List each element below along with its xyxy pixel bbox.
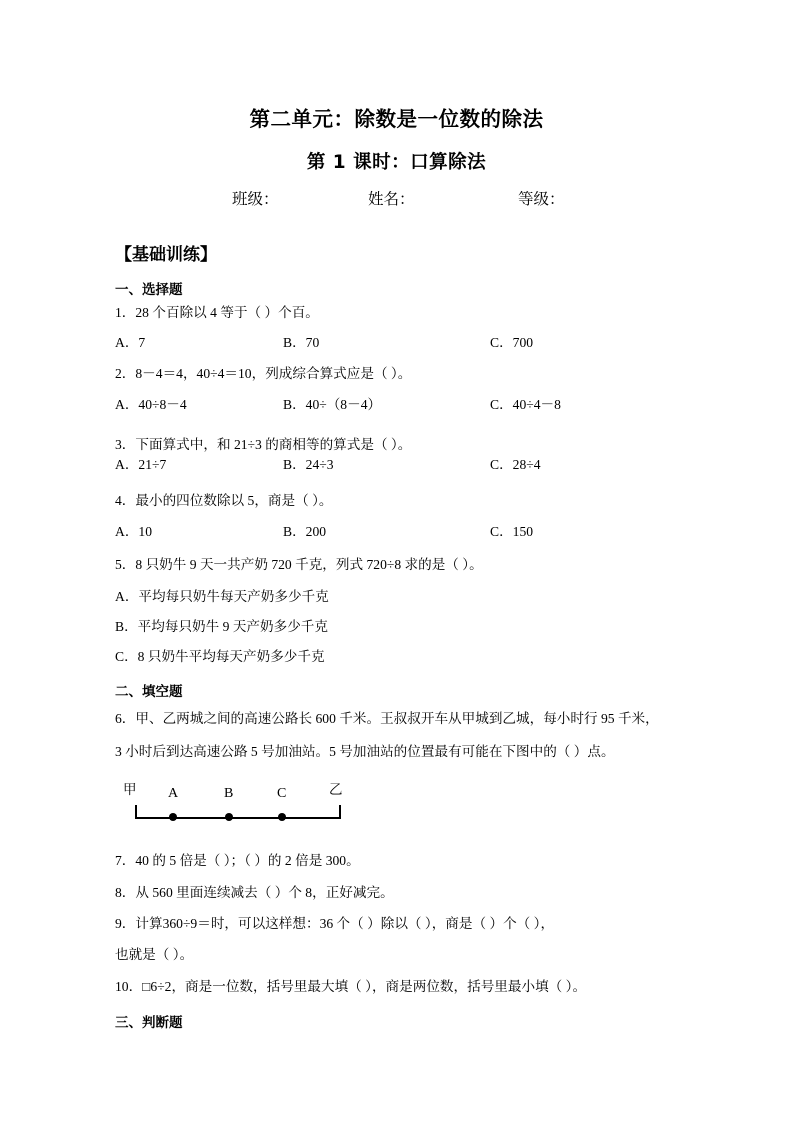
- question-10: 10．□6÷2，商是一位数，括号里最大填（ ），商是两位数，括号里最小填（ ）。: [115, 979, 587, 994]
- question-5-option-a[interactable]: A．平均每只奶牛每天产奶多少千克: [115, 589, 329, 604]
- question-1-option-a[interactable]: A．7: [115, 335, 146, 350]
- question-2-option-a[interactable]: A．40÷8－4: [115, 397, 187, 412]
- question-3-option-c[interactable]: C．28÷4: [490, 457, 541, 472]
- diagram-right-end-label: 乙: [329, 782, 343, 797]
- question-4-option-a[interactable]: A．10: [115, 524, 153, 539]
- question-5-option-c[interactable]: C．8 只奶牛平均每天产奶多少千克: [115, 649, 325, 664]
- question-4-option-c[interactable]: C．150: [490, 524, 534, 539]
- question-2-option-b[interactable]: B．40÷（8－4）: [283, 397, 382, 412]
- question-4-stem: 4．最小的四位数除以 5，商是（ ）。: [115, 493, 333, 508]
- section-heading-judge: 三、判断题: [115, 1015, 183, 1031]
- diagram-left-end-label: 甲: [123, 782, 137, 797]
- number-line-diagram: [115, 783, 385, 828]
- question-1-option-c[interactable]: C．700: [490, 335, 534, 350]
- question-5-stem: 5．8 只奶牛 9 天一共产奶 720 千克，列式 720÷8 求的是（ ）。: [115, 557, 483, 572]
- question-2-stem: 2．8－4＝4，40÷4＝10，列成综合算式应是（ ）。: [115, 366, 412, 381]
- question-9-line-2: 也就是（ ）。: [115, 947, 194, 962]
- diagram-point-dot-a: [169, 813, 177, 821]
- class-label: 班级：: [232, 191, 279, 208]
- section-heading-fill: 二、填空题: [115, 684, 183, 700]
- question-5-option-b[interactable]: B．平均每只奶牛 9 天产奶多少千克: [115, 619, 328, 634]
- question-8: 8．从 560 里面连续减去（ ）个 8，正好减完。: [115, 885, 394, 900]
- name-label: 姓名：: [368, 191, 415, 208]
- student-info-row: [0, 187, 793, 209]
- diagram-point-dot-b: [225, 813, 233, 821]
- question-1-option-b[interactable]: B．70: [283, 335, 320, 350]
- question-3-stem: 3．下面算式中，和 21÷3 的商相等的算式是（ ）。: [115, 437, 412, 452]
- diagram-point-dot-c: [278, 813, 286, 821]
- page-title: 第二单元：除数是一位数的除法: [249, 107, 544, 131]
- basic-training-heading: 【基础训练】: [115, 245, 217, 265]
- question-6-line-1: 6．甲、乙两城之间的高速公路长 600 千米。王叔叔开车从甲城到乙城，每小时行 95 千米，: [115, 711, 659, 726]
- question-7: 7．40 的 5 倍是（ ）；（ ）的 2 倍是 300。: [115, 853, 360, 868]
- diagram-point-label-b: B: [224, 786, 234, 801]
- question-1-stem: 1．28 个百除以 4 等于（ ）个百。: [115, 305, 319, 320]
- question-3-option-a[interactable]: A．21÷7: [115, 457, 167, 472]
- section-heading-choice: 一、选择题: [115, 282, 183, 298]
- question-4-option-b[interactable]: B．200: [283, 524, 327, 539]
- diagram-point-label-c: C: [277, 786, 287, 801]
- question-2-option-c[interactable]: C．40÷4－8: [490, 397, 561, 412]
- question-9-line-1: 9．计算360÷9＝时，可以这样想：36 个（ ）除以（ ），商是（ ）个（ ），: [115, 916, 555, 931]
- diagram-point-label-a: A: [168, 786, 179, 801]
- page-subtitle: 第 1 课时：口算除法: [306, 152, 487, 173]
- grade-label: 等级：: [518, 191, 565, 208]
- question-3-option-b[interactable]: B．24÷3: [283, 457, 334, 472]
- diagram-axis-line: [135, 817, 341, 819]
- question-6-line-2: 3 小时后到达高速公路 5 号加油站。5 号加油站的位置最有可能在下图中的（ ）点。: [115, 744, 615, 759]
